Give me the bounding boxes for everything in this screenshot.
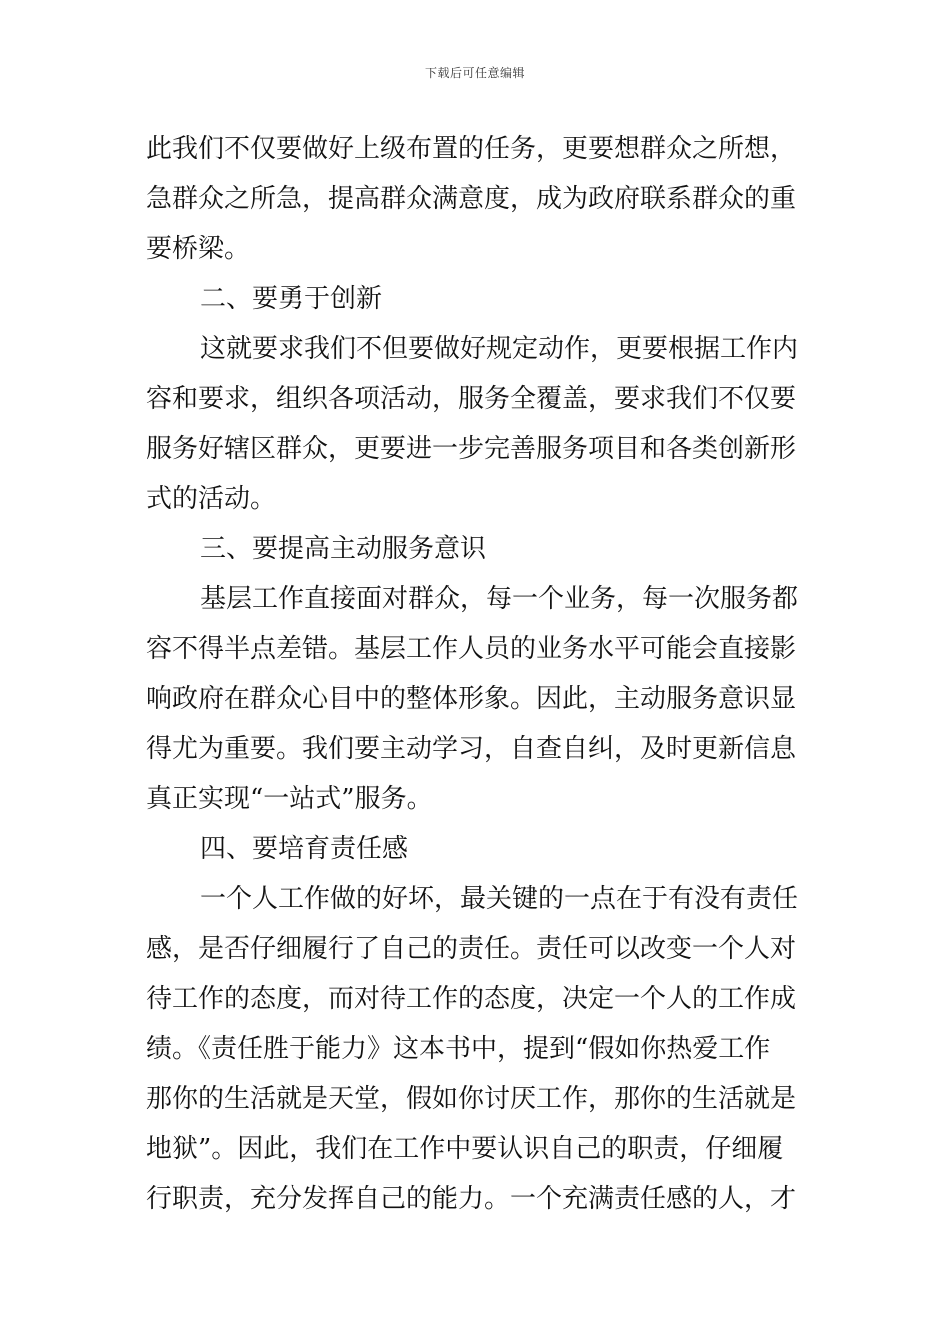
- text-line-10: 基层工作直接面对群众，每一个业务，每一次服务都: [200, 584, 799, 614]
- section-heading-2: 二、要勇于创新: [200, 284, 383, 314]
- page-header: 下载后可任意编辑: [424, 66, 525, 80]
- text-line-12: 响政府在群众心目中的整体形象。因此，主动服务意识显: [146, 684, 797, 714]
- text-line-16: 一个人工作做的好坏，最关键的一点在于有没有责任: [200, 884, 799, 914]
- document-body: [146, 124, 810, 1224]
- text-line-17: 感，是否仔细履行了自己的责任。责任可以改变一个人对: [146, 934, 797, 964]
- text-line-8: 式的活动。: [146, 484, 277, 514]
- text-line-13: 得尤为重要。我们要主动学习，自查自纠，及时更新信息: [146, 734, 797, 764]
- text-line-11: 容不得半点差错。基层工作人员的业务水平可能会直接影: [146, 634, 797, 664]
- text-line-3: 要桥梁。: [146, 234, 251, 264]
- text-line-5: 这就要求我们不但要做好规定动作，更要根据工作内: [200, 334, 799, 364]
- text-line-19: 绩。《责任胜于能力》这本书中，提到“假如你热爱工作: [146, 1034, 771, 1064]
- text-line-22: 行职责，充分发挥自己的能力。一个充满责任感的人，才: [146, 1184, 797, 1214]
- text-line-1: 此我们不仅要做好上级布置的任务，更要想群众之所想，: [146, 134, 797, 164]
- section-heading-4: 四、要培育责任感: [200, 834, 409, 864]
- text-line-18: 待工作的态度，而对待工作的态度，决定一个人的工作成: [146, 984, 797, 1014]
- text-line-2: 急群众之所急，提高群众满意度，成为政府联系群众的重: [146, 184, 797, 214]
- section-heading-3: 三、要提高主动服务意识: [200, 534, 487, 564]
- text-line-6: 容和要求，组织各项活动，服务全覆盖，要求我们不仅要: [146, 384, 797, 414]
- text-line-7: 服务好辖区群众，更要进一步完善服务项目和各类创新形: [146, 434, 797, 464]
- text-line-14: 真正实现“一站式”服务。: [146, 784, 433, 814]
- text-line-20: 那你的生活就是天堂，假如你讨厌工作，那你的生活就是: [146, 1084, 797, 1114]
- text-line-21: 地狱”。因此，我们在工作中要认识自己的职责，仔细履: [146, 1134, 784, 1164]
